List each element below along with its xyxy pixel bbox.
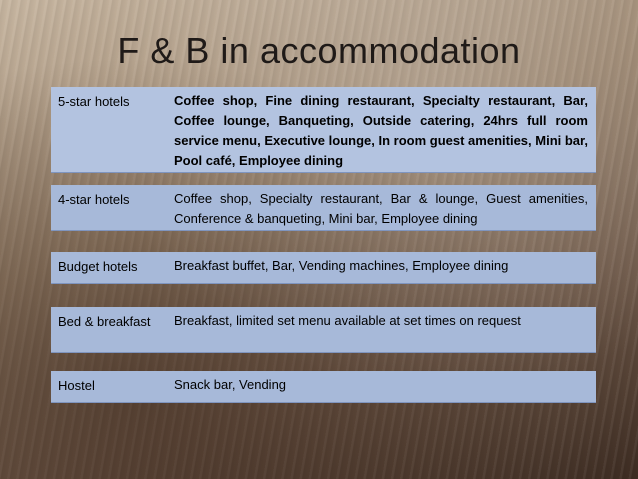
- row-facilities: Coffee shop, Specialty restaurant, Bar & lounge, Guest amenities, Conference & banqueting, Mini bar, Employee dining: [174, 191, 588, 226]
- table-row-hostel: [51, 371, 596, 403]
- row-category: Hostel: [58, 378, 95, 393]
- row-facilities: Breakfast buffet, Bar, Vending machines, Employee dining: [174, 258, 509, 273]
- row-category: 5-star hotels: [58, 94, 130, 109]
- slide-title: F & B in accommodation: [117, 30, 521, 71]
- row-category: Bed & breakfast: [58, 314, 151, 329]
- row-facilities: Coffee shop, Fine dining restaurant, Specialty restaurant, Bar, Coffee lounge, Banqueting, Outside catering, 24hrs full room service menu, Executive lounge, In room guest amenities, Mini bar, Pool café, Employee dining: [174, 93, 588, 168]
- table-row-budget: [51, 252, 596, 284]
- table-row-5-star: [51, 87, 596, 173]
- row-category: 4-star hotels: [58, 192, 130, 207]
- row-category: Budget hotels: [58, 259, 138, 274]
- table-row-bnb: [51, 307, 596, 353]
- row-facilities: Breakfast, limited set menu available at set times on request: [174, 313, 521, 328]
- row-facilities: Snack bar, Vending: [174, 377, 287, 392]
- table-row-4-star: [51, 185, 596, 231]
